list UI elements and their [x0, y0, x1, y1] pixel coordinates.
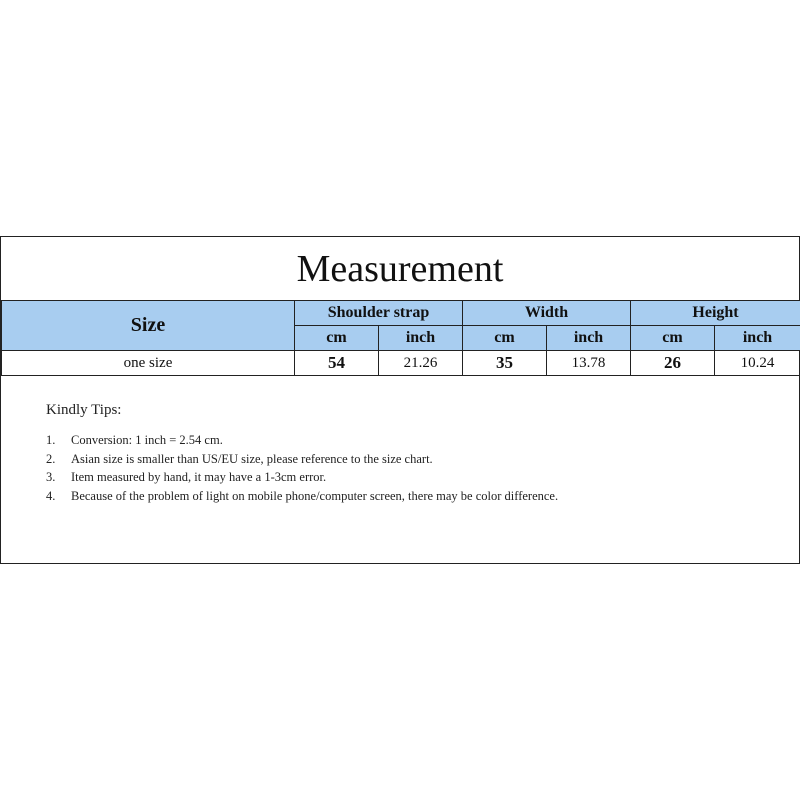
page-title: Measurement	[296, 247, 504, 290]
list-item-number: 3.	[46, 470, 56, 484]
unit-header: inch	[715, 326, 800, 351]
shoulder-strap-cm-value: 54	[295, 351, 379, 376]
list-item-text: Asian size is smaller than US/EU size, please reference to the size chart.	[71, 451, 433, 466]
height-header: Height	[631, 301, 800, 326]
height-inch-value: 10.24	[715, 351, 800, 376]
width-header: Width	[463, 301, 631, 326]
group-header-row	[2, 301, 800, 326]
list-item-number: 2.	[46, 451, 56, 466]
row-label: one size	[2, 351, 295, 376]
size-column-header: Size	[2, 301, 295, 351]
shoulder-strap-inch-value: 21.26	[379, 351, 463, 376]
size-table	[1, 300, 800, 376]
list-item	[46, 468, 686, 487]
tips-list	[46, 431, 686, 505]
list-item-text: Conversion: 1 inch = 2.54 cm.	[71, 433, 223, 447]
list-item-text: Item measured by hand, it may have a 1-3cm error.	[71, 470, 327, 484]
unit-header: cm	[631, 326, 715, 351]
list-item-number: 1.	[46, 433, 56, 447]
unit-header: inch	[547, 326, 631, 351]
width-inch-value: 13.78	[547, 351, 631, 376]
measurement-card	[0, 236, 800, 564]
shoulder-strap-header: Shoulder strap	[295, 301, 463, 326]
unit-header: cm	[295, 326, 379, 351]
list-item	[46, 487, 686, 506]
tips-section	[46, 402, 686, 505]
tips-heading: Kindly Tips:	[46, 402, 122, 418]
unit-header: cm	[463, 326, 547, 351]
list-item-number: 4.	[46, 488, 56, 503]
width-cm-value: 35	[463, 351, 547, 376]
list-item	[46, 450, 686, 469]
list-item	[46, 431, 686, 450]
height-cm-value: 26	[631, 351, 715, 376]
unit-header: inch	[379, 326, 463, 351]
table-row	[2, 351, 800, 376]
list-item-text: Because of the problem of light on mobile phone/computer screen, there may be color difference.	[71, 488, 559, 503]
